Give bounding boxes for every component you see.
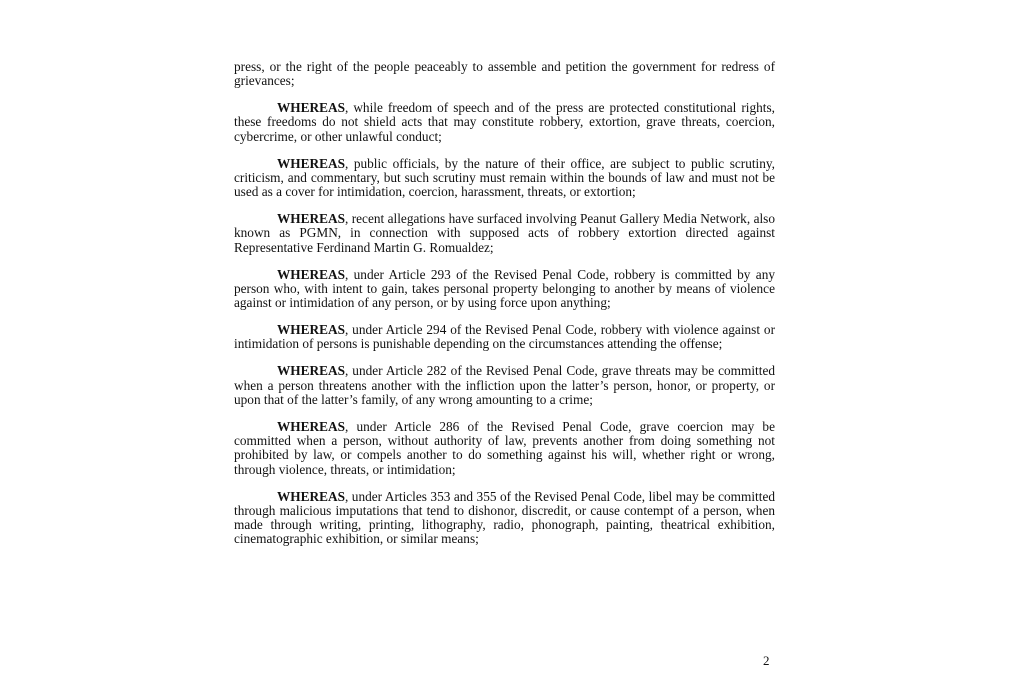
document-body xyxy=(234,60,775,559)
clause-text: , while freedom of speech and of the press are protected constitutional rights, these freedoms do not shield acts that may constitute robbery, extortion, grave threats, coercion, cybercrime, or other unlawful conduct; xyxy=(234,100,775,144)
whereas-keyword: WHEREAS xyxy=(277,418,345,434)
whereas-clause-article-282 xyxy=(234,364,775,407)
paragraph-text: press, or the right of the people peaceably to assemble and petition the government for redress of grievances; xyxy=(234,59,775,89)
clause-text: , under Article 294 of the Revised Penal Code, robbery with violence against or intimidation of persons is punishable depending on the circumstances attending the offense; xyxy=(234,322,775,352)
whereas-keyword: WHEREAS xyxy=(277,211,345,227)
whereas-clause-articles-353-355 xyxy=(234,490,775,547)
page-number: 2 xyxy=(763,653,770,668)
whereas-clause-freedom-of-speech xyxy=(234,101,775,144)
whereas-keyword: WHEREAS xyxy=(277,488,345,504)
paragraph-continuation xyxy=(234,60,775,89)
clause-text: , recent allegations have surfaced involving Peanut Gallery Media Network, also known as PGMN, in connection with supposed acts of robbery extortion directed against Representative Ferdinand Martin G. Romualdez; xyxy=(234,211,775,255)
whereas-clause-article-294 xyxy=(234,323,775,352)
clause-text: , under Article 282 of the Revised Penal Code, grave threats may be committed when a person threatens another with the infliction upon the latter’s person, honor, or property, or upon that of the latter’s family, of any wrong amounting to a crime; xyxy=(234,363,775,407)
whereas-keyword: WHEREAS xyxy=(277,155,345,171)
whereas-clause-article-286 xyxy=(234,420,775,477)
whereas-keyword: WHEREAS xyxy=(277,266,345,282)
whereas-keyword: WHEREAS xyxy=(277,363,345,379)
clause-text: , public officials, by the nature of their office, are subject to public scrutiny, criticism, and commentary, but such scrutiny must remain within the bounds of law and must not be used as a cover for intimidation, coercion, harassment, threats, or extortion; xyxy=(234,155,775,200)
whereas-clause-public-officials xyxy=(234,157,775,200)
clause-text: , under Articles 353 and 355 of the Revised Penal Code, libel may be committed through malicious imputations that tend to dishonor, discredit, or cause contempt of a person, when made through writing, printing, lithography, radio, phonograph, painting, theatrical exhibition, cinematographic exhibition, or similar means; xyxy=(234,488,775,547)
whereas-keyword: WHEREAS xyxy=(277,322,345,338)
clause-text: , under Article 293 of the Revised Penal Code, robbery is committed by any person who, with intent to gain, takes personal property belonging to another by means of violence against or intimidation of any person, or by using force upon anything; xyxy=(234,266,775,311)
whereas-clause-allegations xyxy=(234,212,775,255)
whereas-keyword: WHEREAS xyxy=(277,100,345,116)
clause-text: , under Article 286 of the Revised Penal Code, grave coercion may be committed when a person, without authority of law, prevents another from doing something not prohibited by law, or compels another to do something against his will, whether right or wrong, through violence, threats, or intimidation; xyxy=(234,418,775,477)
whereas-clause-article-293 xyxy=(234,268,775,311)
